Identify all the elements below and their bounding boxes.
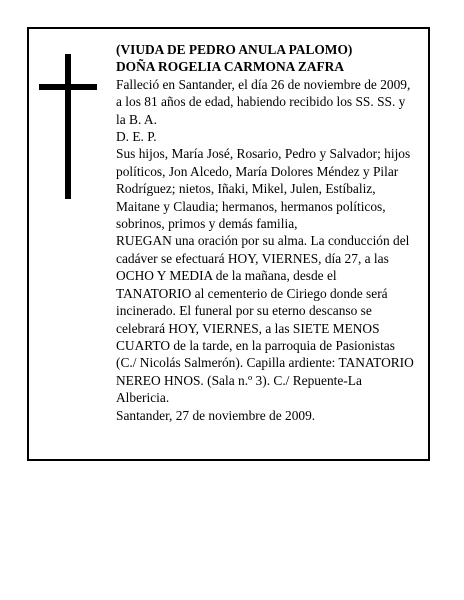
notice-header-deceased-name: DOÑA ROGELIA CARMONA ZAFRA (116, 59, 345, 75)
notice-header-widow-of: (VIUDA DE PEDRO ANULA PALOMO) (116, 42, 353, 57)
obituary-notice (27, 27, 430, 461)
notice-body-line: RUEGAN una oración por su alma. La conducción del (116, 233, 410, 249)
notice-body-line: celebrará HOY, VIERNES, a las SIETE MENOS (116, 320, 380, 336)
notice-body-line: políticos, Jon Alcedo, María Dolores Méndez y Pilar (116, 163, 399, 179)
cross-vertical-bar (65, 54, 71, 199)
notice-body-line: a los 81 años de edad, habiendo recibido los SS. SS. y (116, 94, 406, 110)
notice-body-line: TANATORIO al cementerio de Ciriego donde será (116, 285, 388, 301)
notice-body-line: (C./ Nicolás Salmerón). Capilla ardiente: TANATORIO (116, 355, 414, 371)
notice-body-line: OCHO Y MEDIA de la mañana, desde el (116, 268, 337, 284)
notice-text (116, 41, 426, 424)
notice-body-line: la B. A. (116, 111, 157, 127)
notice-body-line: Santander, 27 de noviembre de 2009. (116, 407, 316, 423)
notice-body-line: sobrinos, primos y demás familia, (116, 216, 298, 232)
notice-body-line: Albericia. (116, 390, 170, 406)
notice-body-line: Maitane y Claudia; hermanos, hermanos políticos, (116, 198, 386, 214)
notice-body-line: Rodríguez; nietos, Iñaki, Mikel, Julen, Estíbaliz, (116, 181, 376, 197)
notice-body-line: Sus hijos, María José, Rosario, Pedro y Salvador; hijos (116, 146, 411, 162)
notice-body-line: incinerado. El funeral por su eterno descanso se (116, 303, 372, 319)
cross-icon (39, 54, 97, 199)
notice-body-line: Falleció en Santander, el día 26 de noviembre de 2009, (116, 76, 411, 92)
notice-body-line: NEREO HNOS. (Sala n.º 3). C./ Repuente-La (116, 372, 362, 388)
notice-body-line: CUARTO de la tarde, en la parroquia de Pasionistas (116, 337, 395, 353)
cross-horizontal-bar (39, 84, 97, 90)
notice-body-line: D. E. P. (116, 129, 157, 145)
notice-body-line: cadáver se efectuará HOY, VIERNES, día 27, a las (116, 250, 389, 266)
